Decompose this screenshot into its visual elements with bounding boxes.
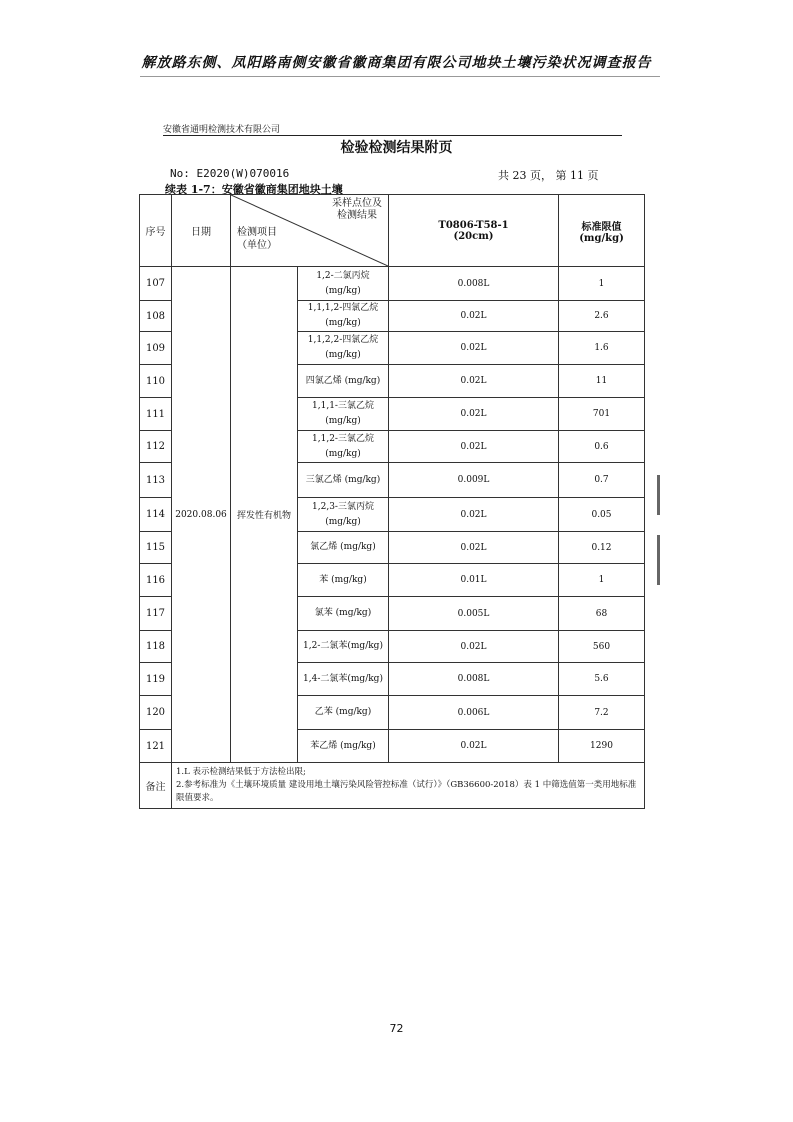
test-item-name: 1,1,2,2-四氯乙烷 bbox=[307, 335, 379, 345]
notes-label: 备注 bbox=[140, 763, 172, 809]
test-item bbox=[298, 365, 389, 398]
row-number: 120 bbox=[140, 696, 172, 730]
row-number: 110 bbox=[140, 365, 172, 398]
header-seq: 序号 bbox=[140, 195, 172, 267]
test-item-unit: (mg/kg) bbox=[325, 416, 361, 426]
test-item-name: 1,1,1,2-四氯乙烷 bbox=[307, 303, 379, 313]
standard-limit: 701 bbox=[559, 398, 645, 431]
row-number: 108 bbox=[140, 301, 172, 332]
limit-unit: (mg/kg) bbox=[579, 232, 624, 244]
sampling-date: 2020.08.06 bbox=[172, 267, 231, 763]
header-sample-point bbox=[332, 198, 382, 222]
test-result: 0.009L bbox=[389, 463, 559, 498]
standard-limit: 560 bbox=[559, 631, 645, 663]
row-number: 121 bbox=[140, 730, 172, 763]
test-item-name: 氯乙烯 (mg/kg) bbox=[310, 542, 376, 552]
test-result: 0.006L bbox=[389, 696, 559, 730]
test-item-name: 苯乙烯 (mg/kg) bbox=[310, 740, 376, 751]
standard-limit: 0.6 bbox=[559, 431, 645, 463]
standard-limit: 0.7 bbox=[559, 463, 645, 498]
table-caption: 续表 1-7：安徽省徽商集团地块土壤 bbox=[165, 183, 343, 196]
standard-limit: 68 bbox=[559, 597, 645, 631]
notes-row bbox=[140, 763, 645, 809]
header-item-line1: 检测项目 bbox=[237, 227, 277, 238]
standard-limit: 1 bbox=[559, 564, 645, 597]
test-item bbox=[298, 564, 389, 597]
test-result: 0.01L bbox=[389, 564, 559, 597]
test-category: 挥发性有机物 bbox=[231, 267, 298, 763]
test-item-unit: (mg/kg) bbox=[325, 285, 361, 296]
test-item-unit: (mg/kg) bbox=[325, 448, 361, 459]
test-item-name: 三氯乙烯 (mg/kg) bbox=[305, 474, 381, 485]
test-item-name: 苯 (mg/kg) bbox=[319, 574, 367, 585]
test-item-name: 1,1,2-三氯乙烷 bbox=[312, 433, 374, 444]
company-name: 安徽省通明检测技术有限公司 bbox=[163, 125, 281, 135]
report-title: 检验检测结果附页 bbox=[340, 140, 453, 156]
test-item-name: 1,1,1-三氯乙烷 bbox=[312, 401, 374, 411]
row-number: 117 bbox=[140, 597, 172, 631]
standard-limit: 5.6 bbox=[559, 663, 645, 696]
header-sample-line1: 采样点位及 bbox=[332, 198, 382, 209]
test-item-name: 1,2-二氯丙烷 bbox=[316, 270, 370, 281]
standard-limit: 1 bbox=[559, 267, 645, 301]
header-diagonal-cell bbox=[231, 195, 389, 267]
row-number: 113 bbox=[140, 463, 172, 498]
test-item bbox=[298, 332, 389, 365]
test-item-unit: (mg/kg) bbox=[325, 516, 361, 527]
standard-limit: 7.2 bbox=[559, 696, 645, 730]
test-item bbox=[298, 431, 389, 463]
test-result: 0.02L bbox=[389, 398, 559, 431]
row-number: 114 bbox=[140, 498, 172, 532]
test-item bbox=[298, 730, 389, 763]
row-number: 112 bbox=[140, 431, 172, 463]
standard-limit: 0.05 bbox=[559, 498, 645, 532]
sample-id: T0806-T58-1 bbox=[438, 219, 509, 231]
test-result: 0.02L bbox=[389, 332, 559, 365]
standard-limit: 1.6 bbox=[559, 332, 645, 365]
row-number: 111 bbox=[140, 398, 172, 431]
test-result: 0.02L bbox=[389, 365, 559, 398]
margin-mark bbox=[657, 535, 660, 585]
row-number: 118 bbox=[140, 631, 172, 663]
report-number: No: E2020(W)070016 bbox=[170, 167, 290, 180]
standard-limit: 11 bbox=[559, 365, 645, 398]
notes-content bbox=[172, 763, 645, 809]
test-item bbox=[298, 498, 389, 532]
test-item bbox=[298, 267, 389, 301]
results-table bbox=[139, 194, 645, 809]
test-item bbox=[298, 532, 389, 564]
test-item bbox=[298, 301, 389, 332]
limit-label: 标准限值 bbox=[581, 221, 622, 233]
header-sample-id bbox=[389, 195, 559, 267]
test-item bbox=[298, 463, 389, 498]
row-number: 115 bbox=[140, 532, 172, 564]
standard-limit: 1290 bbox=[559, 730, 645, 763]
test-result: 0.02L bbox=[389, 301, 559, 332]
company-divider bbox=[163, 135, 622, 136]
test-result: 0.008L bbox=[389, 663, 559, 696]
test-item-unit: (mg/kg) bbox=[325, 318, 361, 328]
header-item-line2: （单位） bbox=[237, 240, 277, 251]
test-result: 0.02L bbox=[389, 532, 559, 564]
header-limit bbox=[559, 195, 645, 267]
test-item-unit: (mg/kg) bbox=[325, 350, 361, 360]
header-test-item bbox=[237, 226, 277, 252]
standard-limit: 0.12 bbox=[559, 532, 645, 564]
standard-limit: 2.6 bbox=[559, 301, 645, 332]
test-item bbox=[298, 597, 389, 631]
test-item bbox=[298, 398, 389, 431]
row-number: 109 bbox=[140, 332, 172, 365]
note-2: 2.参考标准为《土壤环境质量 建设用地土壤污染风险管控标准（试行）》（GB36600-2018）表 1 中筛选值第一类用地标准限值要求。 bbox=[176, 780, 637, 803]
test-item-name: 四氯乙烯 (mg/kg) bbox=[305, 375, 381, 386]
test-item bbox=[298, 696, 389, 730]
table-row bbox=[140, 267, 645, 301]
row-number: 119 bbox=[140, 663, 172, 696]
test-result: 0.005L bbox=[389, 597, 559, 631]
test-item-name: 1,2,3-三氯丙烷 bbox=[312, 501, 374, 512]
margin-mark bbox=[657, 475, 660, 515]
note-1: 1.L 表示检测结果低于方法检出限; bbox=[176, 767, 306, 777]
test-result: 0.02L bbox=[389, 498, 559, 532]
sample-depth: (20cm) bbox=[453, 230, 494, 242]
document-header: 解放路东侧、凤阳路南侧安徽省徽商集团有限公司地块土壤污染状况调查报告 bbox=[141, 55, 652, 71]
test-item-name: 乙苯 (mg/kg) bbox=[314, 707, 372, 717]
header-sample-line2: 检测结果 bbox=[337, 210, 377, 221]
page-number: 72 bbox=[389, 1022, 404, 1035]
test-item-name: 1,4-二氯苯(mg/kg) bbox=[303, 673, 383, 684]
table-header-row bbox=[140, 195, 645, 267]
row-number: 107 bbox=[140, 267, 172, 301]
test-item-name: 1,2-二氯苯(mg/kg) bbox=[303, 641, 383, 651]
table-body bbox=[140, 267, 645, 763]
page-count: 共 23 页， 第 11 页 bbox=[498, 169, 599, 182]
test-result: 0.02L bbox=[389, 431, 559, 463]
test-result: 0.008L bbox=[389, 267, 559, 301]
test-item-name: 氯苯 (mg/kg) bbox=[314, 608, 372, 618]
test-item bbox=[298, 663, 389, 696]
row-number: 116 bbox=[140, 564, 172, 597]
test-result: 0.02L bbox=[389, 631, 559, 663]
header-divider bbox=[140, 76, 660, 77]
test-result: 0.02L bbox=[389, 730, 559, 763]
header-date: 日期 bbox=[172, 195, 231, 267]
test-item bbox=[298, 631, 389, 663]
